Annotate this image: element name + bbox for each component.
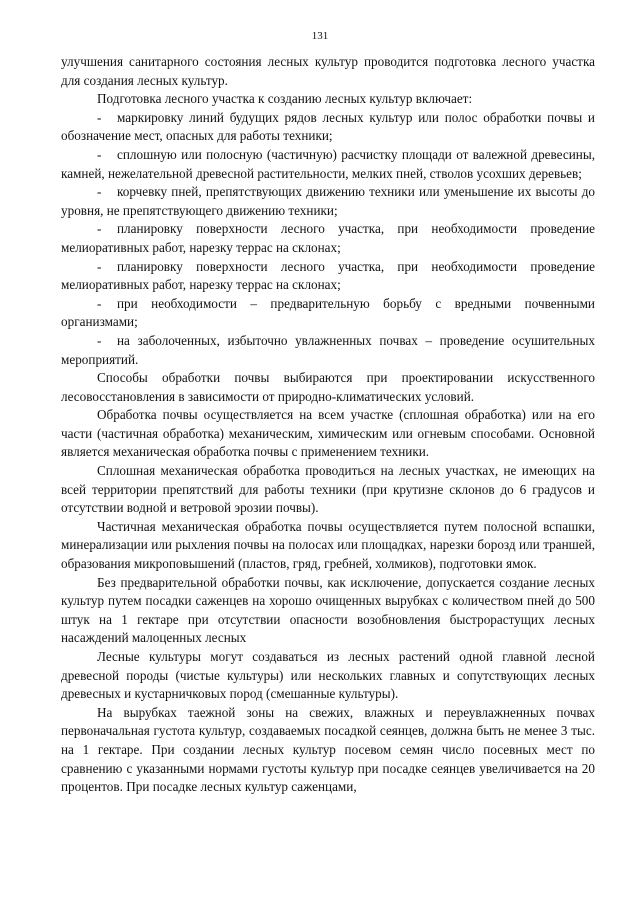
paragraph: улучшения санитарного состояния лесных культур проводится подготовка лесного участка для создания лесных культур. — [61, 54, 595, 88]
paragraph: На вырубках таежной зоны на свежих, влажных и переувлажненных почвах первоначальная густота культур, создаваемых посадкой сеянцев, должна быть не менее 3 тыс. на 1 гектаре. При создании лесных культур посевом семян число посевных мест по сравнению с указанными нормами густоты культур при посадке сеянцев увеличивается на 20 процентов. При посадке лесных культур саженцами, — [61, 704, 595, 795]
list-item — [61, 109, 595, 146]
list-item — [61, 183, 595, 220]
paragraph: Сплошная механическая обработка проводиться на лесных участках, не имеющих на всей территории препятствий для работы техники (при крутизне склонов до 6 градусов и отсутствии водной и ветровой эрозии почвы). — [61, 463, 595, 516]
list-dash: - — [97, 221, 102, 237]
list-dash: - — [97, 295, 102, 311]
list-item-text: при необходимости – предварительную борьбу с вредными почвенными организмами; — [61, 295, 595, 330]
list-item — [61, 146, 595, 183]
paragraph: Частичная механическая обработка почвы осуществляется путем полосной вспашки, минерализации или рыхления почвы на полосах или площадках, нарезки борозд или траншей, образования микроповышений (пластов, гряд, гребней, холмиков), подготовки ямок. — [61, 518, 595, 572]
list-item-text: маркировку линий будущих рядов лесных культур или полос обработки почвы и обозначение мест, опасных для работы техники; — [61, 109, 595, 144]
paragraph: Обработка почвы осуществляется на всем участке (сплошная обработка) или на его части (частичная обработка) механическим, химическим или огневым способами. Основной является механическая обработка почвы с применением техники. — [61, 407, 595, 460]
list-item-text: на заболоченных, избыточно увлажненных почвах – проведение осушительных мероприятий. — [61, 332, 595, 367]
paragraph: Лесные культуры могут создаваться из лесных растений одной главной лесной древесной породы (чистые культуры) или нескольких главных и сопутствующих лесных древесных и кустарничковых пород (смешанные культуры). — [61, 649, 595, 702]
list-item — [61, 220, 595, 257]
list-item-text: сплошную или полосную (частичную) расчистку площади от валежной древесины, камней, нежелательной древесной растительности, мелких пней, стволов усохших деревьев; — [61, 146, 595, 181]
list-item-text: планировку поверхности лесного участка, при необходимости проведение мелиоративных работ, нарезку террас на склонах; — [61, 221, 595, 255]
list-dash: - — [97, 146, 102, 162]
list-item-text: планировку поверхности лесного участка, при необходимости проведение мелиоративных работ, нарезку террас на склонах; — [61, 258, 595, 293]
paragraph: Подготовка лесного участка к созданию лесных культур включает: — [97, 91, 473, 107]
list-dash: - — [97, 258, 102, 274]
list-item — [61, 258, 595, 295]
page-number: 131 — [311, 30, 329, 42]
paragraph: Без предварительной обработки почвы, как исключение, допускается создание лесных культур путем посадки саженцев на хорошо очищенных вырубках с количеством пней до 500 штук на 1 гектаре при отсутствии опасности возобновления быстрорастущих лесных насаждений малоценных лесных — [61, 574, 595, 646]
list-item — [61, 295, 595, 332]
paragraph: Способы обработки почвы выбираются при проектировании искусственного лесовосстановления в зависимости от природно-климатических условий. — [61, 370, 595, 404]
list-dash: - — [97, 184, 102, 200]
list-dash: - — [97, 332, 102, 348]
list-item — [61, 332, 595, 369]
list-dash: - — [97, 109, 102, 125]
document-body — [61, 53, 595, 797]
list-item-text: корчевку пней, препятствующих движению техники или уменьшение их высоты до уровня, не препятствующего движению техники; — [61, 184, 595, 218]
